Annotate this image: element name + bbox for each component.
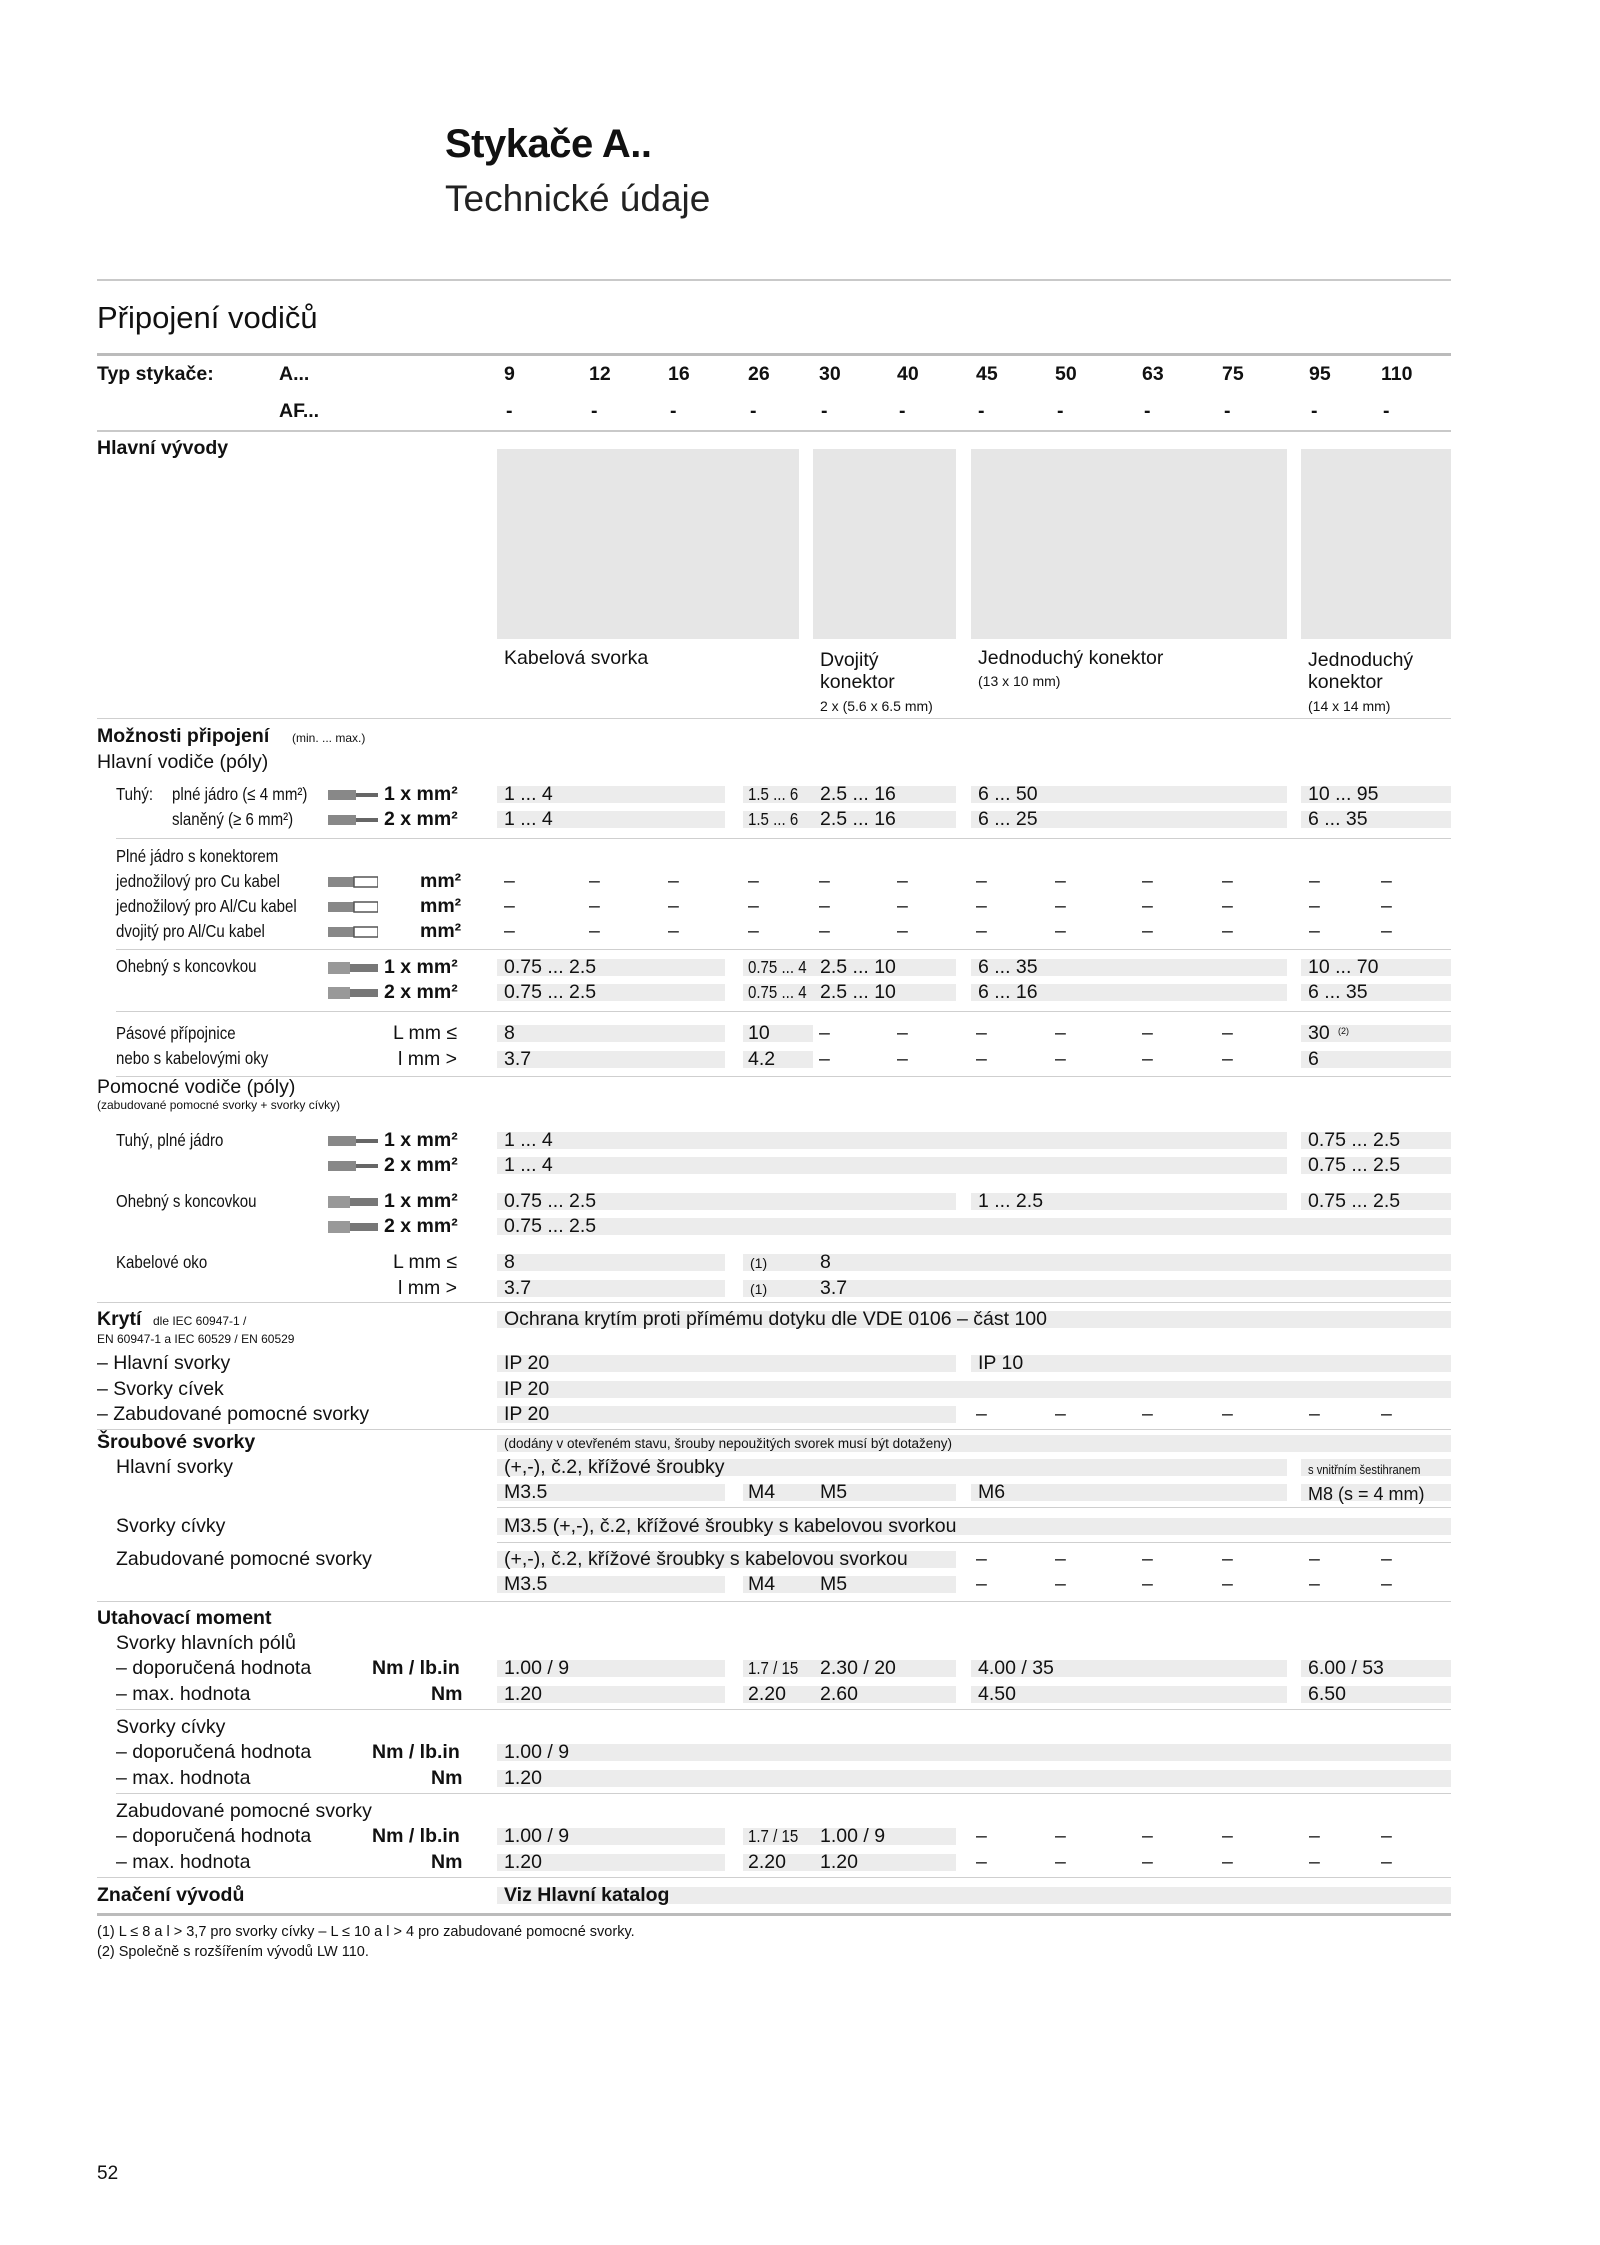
conductor-icon (328, 875, 378, 889)
aux-note: (zabudované pomocné svorky + svorky cívky) (97, 1098, 341, 1112)
protection-title: Krytí (97, 1308, 142, 1330)
screws-main-type: (+,-), č.2, křížové šroubky (504, 1456, 725, 1478)
terminal-type-note: 2 x (5.6 x 6.5 mm) (820, 698, 933, 714)
size-header: 26 (748, 363, 770, 385)
dash-value: – (976, 1573, 987, 1595)
torque-main-rec: 1.00 / 9 (504, 1657, 570, 1679)
torque-main-max: 4.50 (978, 1683, 1016, 1705)
af-value: - (591, 400, 598, 422)
dash-value: – (819, 1022, 830, 1044)
torque-aux-max: 2.20 (748, 1851, 786, 1873)
screws-main-value: M3.5 (504, 1481, 548, 1503)
torque-rec-label: – doporučená hodnota (116, 1657, 312, 1679)
busbar-l-value: 6 (1308, 1048, 1319, 1070)
aux-lug-l: 3.7 (504, 1277, 532, 1299)
aux-rigid-2x: 0.75 ... 2.5 (1308, 1154, 1401, 1176)
dash-value: – (819, 920, 830, 942)
flex-2x-value: 0.75 ... 2.5 (504, 981, 597, 1003)
protection-main-value: IP 10 (978, 1352, 1024, 1374)
divider (97, 1302, 1451, 1303)
torque-coil-rec: 1.00 / 9 (504, 1741, 570, 1763)
dash-value: – (819, 895, 830, 917)
torque-aux-max: 1.20 (820, 1851, 858, 1873)
dash-value: – (1055, 1022, 1066, 1044)
terminal-type-label: Kabelová svorka (504, 647, 649, 669)
size-header: 110 (1381, 363, 1413, 385)
terminal-image-single-connector (971, 449, 1287, 639)
dash-value: – (748, 920, 759, 942)
dash-value: – (976, 870, 987, 892)
torque-main-label: Svorky hlavních pólů (116, 1632, 296, 1654)
page-subtitle: Technické údaje (445, 178, 711, 219)
aux-lug-L: 8 (504, 1251, 515, 1273)
protection-aux-label: – Zabudované pomocné svorky (97, 1403, 370, 1425)
size-header: 63 (1142, 363, 1164, 385)
rigid-label: Tuhý: (116, 784, 154, 804)
dash-value: – (976, 1022, 987, 1044)
screws-aux-label: Zabudované pomocné svorky (116, 1548, 372, 1570)
page-title: Stykače A.. (445, 122, 652, 166)
size-header: 75 (1222, 363, 1244, 385)
busbar-l-value: 4.2 (748, 1048, 776, 1070)
unit-nm-lbin: Nm / lb.in (372, 1741, 460, 1763)
type-label: Typ stykače: (97, 363, 214, 385)
size-header: 16 (668, 363, 690, 385)
screws-hex-note: s vnitřním šestihranem (1308, 1462, 1421, 1477)
protection-coil-value: IP 20 (504, 1378, 550, 1400)
af-value: - (821, 400, 828, 422)
dash-value: – (1055, 1573, 1066, 1595)
af-value: - (506, 400, 513, 422)
divider (116, 838, 1451, 839)
protection-text: Ochrana krytím proti přímému dotyku dle VDE 0106 – část 100 (504, 1308, 1048, 1330)
terminal-image-single-connector-large (1301, 449, 1451, 639)
connector-solid-label: jednožilový pro Cu kabel (116, 871, 280, 891)
divider (97, 1429, 1451, 1430)
torque-main-rec: 4.00 / 35 (978, 1657, 1054, 1679)
rigid-1x-value: 1 ... 4 (504, 783, 553, 805)
unit-mm2: mm² (420, 895, 462, 917)
dash-value: – (589, 920, 600, 942)
aux-lug-L: 8 (820, 1251, 831, 1273)
terminal-type-label: Jednoduchý konektor (978, 647, 1164, 669)
flex-2x-value: 0.75 ... 4 (748, 982, 807, 1002)
af-value: - (1144, 400, 1151, 422)
connector-solid-label: dvojitý pro Al/Cu kabel (116, 921, 265, 941)
dash-value: – (976, 1403, 987, 1425)
torque-main-rec: 1.7 / 15 (748, 1658, 799, 1678)
dash-value: – (976, 1548, 987, 1570)
dash-value: – (897, 895, 908, 917)
unit-1x-mm2: 1 x mm² (384, 1129, 458, 1151)
unit-2x-mm2: 2 x mm² (384, 1154, 458, 1176)
options-title: Možnosti připojení (97, 725, 270, 747)
size-header: 12 (589, 363, 611, 385)
dash-value: – (1055, 870, 1066, 892)
dash-value: – (1309, 1573, 1320, 1595)
busbar-label: nebo s kabelovými oky (116, 1048, 269, 1068)
dash-value: – (976, 1825, 987, 1847)
torque-main-max: 1.20 (504, 1683, 542, 1705)
dash-value: – (1381, 920, 1392, 942)
divider (497, 1507, 1451, 1508)
unit-l: l mm > (398, 1048, 458, 1070)
dash-value: – (504, 920, 515, 942)
size-header: 9 (504, 363, 515, 385)
flex-1x-value: 10 ... 70 (1308, 956, 1379, 978)
dash-value: – (1055, 1851, 1066, 1873)
divider (116, 1076, 1451, 1077)
torque-coil-max: 1.20 (504, 1767, 542, 1789)
conductor-icon (328, 925, 378, 939)
aux-rigid-1x: 0.75 ... 2.5 (1308, 1129, 1401, 1151)
type-af-label: AF... (279, 400, 320, 422)
dash-value: – (1309, 1548, 1320, 1570)
size-header: 30 (819, 363, 841, 385)
unit-1x-mm2: 1 x mm² (384, 783, 458, 805)
dash-value: – (819, 870, 830, 892)
aux-flex-1x: 0.75 ... 2.5 (504, 1190, 597, 1212)
dash-value: – (668, 870, 679, 892)
rigid-2x-value: 1 ... 4 (504, 808, 553, 830)
dash-value: – (1142, 1573, 1153, 1595)
torque-aux-rec: 1.7 / 15 (748, 1826, 799, 1846)
screws-main-value: M8 (s = 4 mm) (1308, 1484, 1425, 1504)
ferrule-icon (328, 1195, 378, 1209)
terminal-image-cable-clamp (497, 449, 799, 639)
size-header: 45 (976, 363, 998, 385)
aux-lug-l: 3.7 (820, 1277, 848, 1299)
aux-title: Pomocné vodiče (póly) (97, 1076, 296, 1098)
rigid-2x-value: 1.5 ... 6 (748, 809, 799, 829)
dash-value: – (976, 1048, 987, 1070)
aux-flex-1x: 1 ... 2.5 (978, 1190, 1044, 1212)
divider (116, 949, 1451, 950)
aux-rigid-label: Tuhý, plné jádro (116, 1130, 224, 1150)
flex-2x-value: 2.5 ... 10 (820, 981, 896, 1003)
af-value: - (670, 400, 677, 422)
divider (97, 279, 1451, 281)
screws-aux-value: M3.5 (504, 1573, 548, 1595)
af-value: - (1383, 400, 1390, 422)
dash-value: – (1381, 895, 1392, 917)
unit-2x-mm2: 2 x mm² (384, 1215, 458, 1237)
protection-main-label: – Hlavní svorky (97, 1352, 231, 1374)
divider (497, 1542, 1451, 1543)
marking-value: Viz Hlavní katalog (504, 1884, 670, 1906)
section-title: Připojení vodičů (97, 300, 318, 335)
screws-coil-value: M3.5 (+,-), č.2, křížové šroubky s kabelovou svorkou (504, 1515, 957, 1537)
unit-L: L mm ≤ (393, 1251, 458, 1273)
divider (97, 1913, 1451, 1916)
footnote-ref: (2) (1338, 1026, 1349, 1036)
conductor-icon (328, 1134, 378, 1148)
screws-main-value: M4 (748, 1481, 776, 1503)
busbar-L-value: 10 (748, 1022, 770, 1044)
dash-value: – (1309, 1851, 1320, 1873)
unit-mm2: mm² (420, 870, 462, 892)
footnote: (2) Společně s rozšířením vývodů LW 110. (97, 1944, 369, 1960)
size-header: 50 (1055, 363, 1077, 385)
stranded-label: slaněný (≥ 6 mm²) (172, 809, 294, 829)
flex-1x-value: 0.75 ... 2.5 (504, 956, 597, 978)
unit-l: l mm > (398, 1277, 458, 1299)
screws-aux-value: M4 (748, 1573, 776, 1595)
screws-aux-value: M5 (820, 1573, 848, 1595)
dash-value: – (1142, 1022, 1153, 1044)
torque-main-max: 2.60 (820, 1683, 858, 1705)
dash-value: – (1142, 895, 1153, 917)
flex-2x-value: 6 ... 16 (978, 981, 1038, 1003)
torque-max-label: – max. hodnota (116, 1851, 251, 1873)
dash-value: – (748, 895, 759, 917)
terminal-type-note: (13 x 10 mm) (978, 673, 1061, 689)
flexible-label: Ohebný s koncovkou (116, 956, 257, 976)
dash-value: – (1142, 1048, 1153, 1070)
dash-value: – (1222, 870, 1233, 892)
dash-value: – (1142, 1403, 1153, 1425)
busbar-L-value: 30 (1308, 1022, 1330, 1044)
dash-value: – (1222, 1825, 1233, 1847)
torque-main-rec: 6.00 / 53 (1308, 1657, 1384, 1679)
conductor-icon (328, 900, 378, 914)
dash-value: – (1142, 920, 1153, 942)
unit-nm-lbin: Nm / lb.in (372, 1657, 460, 1679)
rigid-1x-value: 6 ... 50 (978, 783, 1038, 805)
torque-aux-rec: 1.00 / 9 (820, 1825, 886, 1847)
divider (116, 1709, 1451, 1710)
dash-value: – (897, 920, 908, 942)
torque-main-max: 6.50 (1308, 1683, 1346, 1705)
torque-aux-label: Zabudované pomocné svorky (116, 1800, 372, 1822)
torque-max-label: – max. hodnota (116, 1767, 251, 1789)
size-header: 40 (897, 363, 919, 385)
busbar-L-value: 8 (504, 1022, 515, 1044)
dash-value: – (589, 870, 600, 892)
rigid-2x-value: 6 ... 35 (1308, 808, 1368, 830)
dash-value: – (1381, 1573, 1392, 1595)
dash-value: – (976, 895, 987, 917)
dash-value: – (897, 1022, 908, 1044)
dash-value: – (1222, 1573, 1233, 1595)
rigid-1x-value: 2.5 ... 16 (820, 783, 896, 805)
dash-value: – (1142, 870, 1153, 892)
footnote-ref: (1) (750, 1255, 768, 1271)
marking-label: Značení vývodů (97, 1884, 245, 1906)
dash-value: – (748, 870, 759, 892)
screws-main-value: M5 (820, 1481, 848, 1503)
connector-solid-label: jednožilový pro Al/Cu kabel (116, 896, 297, 916)
unit-1x-mm2: 1 x mm² (384, 956, 458, 978)
unit-nm: Nm (431, 1851, 463, 1873)
divider (97, 718, 1451, 719)
dash-value: – (1222, 1548, 1233, 1570)
main-terminals-label: Hlavní vývody (97, 437, 229, 459)
terminal-type-label: Jednoduchý konektor (1308, 649, 1414, 693)
dash-value: – (1381, 1403, 1392, 1425)
dash-value: – (976, 920, 987, 942)
af-value: - (1057, 400, 1064, 422)
dash-value: – (1222, 1048, 1233, 1070)
rigid-1x-value: 10 ... 95 (1308, 783, 1379, 805)
conductor-icon (328, 788, 378, 802)
torque-title: Utahovací moment (97, 1607, 272, 1629)
protection-aux-value: IP 20 (504, 1403, 550, 1425)
rigid-2x-value: 6 ... 25 (978, 808, 1038, 830)
af-value: - (750, 400, 757, 422)
unit-nm: Nm (431, 1683, 463, 1705)
screws-main-value: M6 (978, 1481, 1006, 1503)
flex-1x-value: 2.5 ... 10 (820, 956, 896, 978)
size-header: 95 (1309, 363, 1331, 385)
divider (97, 430, 1451, 432)
dash-value: – (1381, 1825, 1392, 1847)
solid-core-label: plné jádro (≤ 4 mm²) (172, 784, 308, 804)
protection-note: dle IEC 60947-1 / (153, 1314, 247, 1328)
conductor-icon (328, 813, 378, 827)
divider (97, 1877, 1451, 1878)
connector-solid-label: Plné jádro s konektorem (116, 846, 279, 866)
torque-main-max: 2.20 (748, 1683, 786, 1705)
af-value: - (978, 400, 985, 422)
options-title-note: (min. ... max.) (292, 731, 366, 745)
dash-value: – (897, 1048, 908, 1070)
dash-value: – (976, 1851, 987, 1873)
af-value: - (1224, 400, 1231, 422)
dash-value: – (1309, 920, 1320, 942)
screws-coil-label: Svorky cívky (116, 1515, 226, 1537)
dash-value: – (589, 895, 600, 917)
aux-rigid-1x: 1 ... 4 (504, 1129, 553, 1151)
dash-value: – (1055, 1825, 1066, 1847)
dash-value: – (1222, 1851, 1233, 1873)
dash-value: – (668, 895, 679, 917)
dash-value: – (1309, 1403, 1320, 1425)
divider (116, 1011, 1451, 1012)
rigid-1x-value: 1.5 ... 6 (748, 784, 799, 804)
type-a-label: A... (279, 363, 310, 385)
ferrule-icon (328, 961, 378, 975)
screws-note: (dodány v otevřeném stavu, šrouby nepoužitých svorek musí být dotaženy) (504, 1436, 952, 1451)
terminal-type-note: (14 x 14 mm) (1308, 698, 1391, 714)
torque-aux-max: 1.20 (504, 1851, 542, 1873)
dash-value: – (897, 870, 908, 892)
dash-value: – (1381, 1548, 1392, 1570)
dash-value: – (1142, 1851, 1153, 1873)
dash-value: – (1381, 870, 1392, 892)
dash-value: – (1055, 1048, 1066, 1070)
dash-value: – (1222, 895, 1233, 917)
flex-2x-value: 6 ... 35 (1308, 981, 1368, 1003)
dash-value: – (668, 920, 679, 942)
dash-value: – (504, 870, 515, 892)
torque-main-rec: 2.30 / 20 (820, 1657, 896, 1679)
screws-title: Šroubové svorky (97, 1431, 256, 1453)
dash-value: – (1309, 895, 1320, 917)
af-value: - (1311, 400, 1318, 422)
busbar-l-value: 3.7 (504, 1048, 532, 1070)
dash-value: – (1222, 920, 1233, 942)
dash-value: – (1381, 1851, 1392, 1873)
flex-1x-value: 6 ... 35 (978, 956, 1038, 978)
torque-max-label: – max. hodnota (116, 1683, 251, 1705)
busbar-label: Pásové přípojnice (116, 1023, 236, 1043)
footnote-ref: (1) (750, 1281, 768, 1297)
divider (97, 353, 1451, 356)
unit-1x-mm2: 1 x mm² (384, 1190, 458, 1212)
flex-1x-value: 0.75 ... 4 (748, 957, 807, 977)
dash-value: – (1055, 1548, 1066, 1570)
protection-note: EN 60947-1 a IEC 60529 / EN 60529 (97, 1332, 295, 1346)
af-value: - (899, 400, 906, 422)
aux-flex-1x: 0.75 ... 2.5 (1308, 1190, 1401, 1212)
rigid-2x-value: 2.5 ... 16 (820, 808, 896, 830)
torque-rec-label: – doporučená hodnota (116, 1825, 312, 1847)
torque-coil-label: Svorky cívky (116, 1716, 226, 1738)
aux-flex-label: Ohebný s koncovkou (116, 1191, 257, 1211)
dash-value: – (1142, 1548, 1153, 1570)
dash-value: – (1055, 1403, 1066, 1425)
terminal-image-double-connector (813, 449, 956, 639)
screws-main-label: Hlavní svorky (116, 1456, 234, 1478)
aux-rigid-2x: 1 ... 4 (504, 1154, 553, 1176)
dash-value: – (1309, 1825, 1320, 1847)
page-number: 52 (97, 2163, 119, 2184)
footnote: (1) L ≤ 8 a l > 3,7 pro svorky cívky – L ≤ 10 a l > 4 pro zabudované pomocné svorky. (97, 1924, 635, 1940)
dash-value: – (1222, 1403, 1233, 1425)
unit-nm-lbin: Nm / lb.in (372, 1825, 460, 1847)
dash-value: – (1142, 1825, 1153, 1847)
dash-value: – (1222, 1022, 1233, 1044)
torque-rec-label: – doporučená hodnota (116, 1741, 312, 1763)
dash-value: – (1309, 870, 1320, 892)
divider (97, 1601, 1451, 1602)
protection-main-value: IP 20 (504, 1352, 550, 1374)
aux-flex-2x: 0.75 ... 2.5 (504, 1215, 597, 1237)
dash-value: – (1055, 920, 1066, 942)
dash-value: – (1055, 895, 1066, 917)
protection-coil-label: – Svorky cívek (97, 1378, 224, 1400)
dash-value: – (819, 1048, 830, 1070)
unit-nm: Nm (431, 1767, 463, 1789)
ferrule-icon (328, 986, 378, 1000)
conductor-icon (328, 1159, 378, 1173)
divider (116, 1793, 1451, 1794)
unit-mm2: mm² (420, 920, 462, 942)
unit-2x-mm2: 2 x mm² (384, 808, 458, 830)
dash-value: – (504, 895, 515, 917)
main-conductors-label: Hlavní vodiče (póly) (97, 751, 269, 773)
torque-aux-rec: 1.00 / 9 (504, 1825, 570, 1847)
terminal-type-label: Dvojitý konektor (820, 649, 895, 693)
screws-aux-type: (+,-), č.2, křížové šroubky s kabelovou svorkou (504, 1548, 908, 1570)
ferrule-icon (328, 1220, 378, 1234)
unit-L: L mm ≤ (393, 1022, 458, 1044)
aux-lug-label: Kabelové oko (116, 1252, 208, 1272)
unit-2x-mm2: 2 x mm² (384, 981, 458, 1003)
